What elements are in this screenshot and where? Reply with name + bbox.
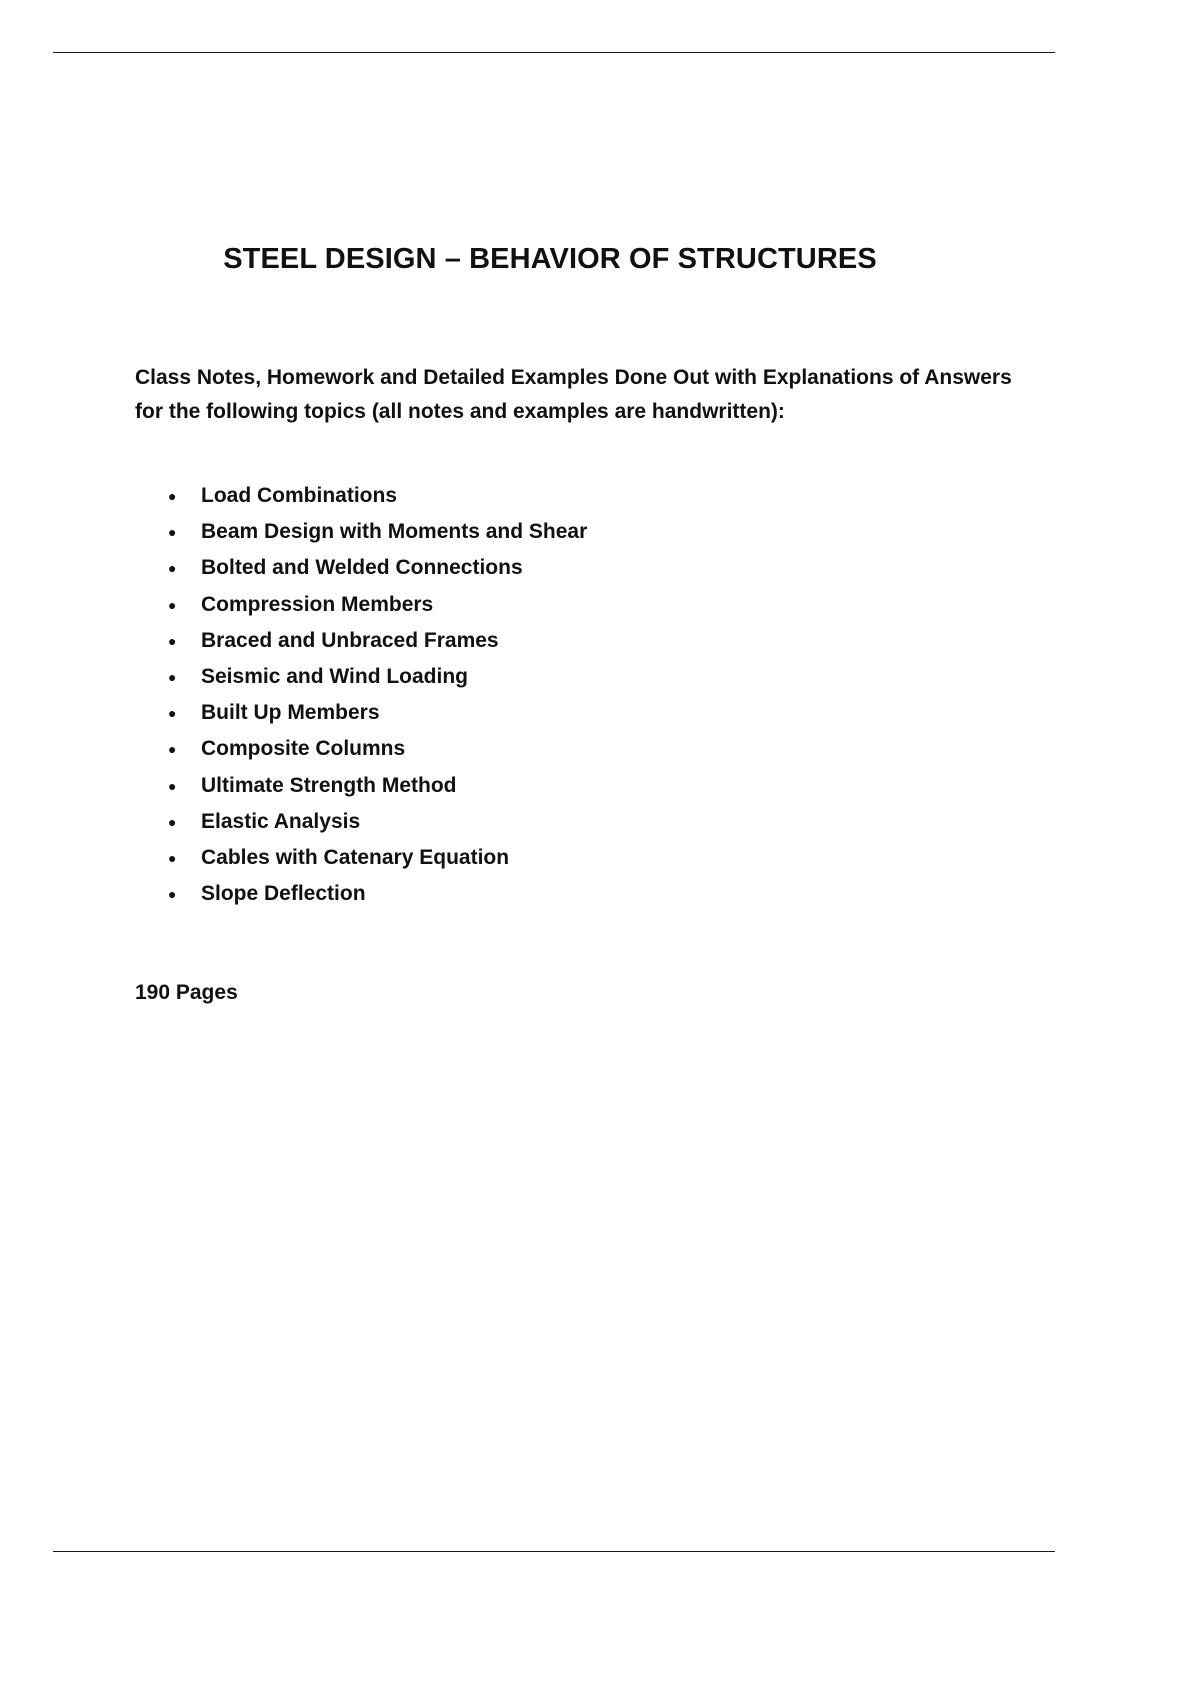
bullet-icon: ● [168,560,177,577]
list-item [165,876,587,912]
bullet-icon: ● [168,886,177,903]
bullet-icon: ● [168,632,177,649]
topic-label: Beam Design with Moments and Shear [201,520,588,544]
topic-label: Built Up Members [201,701,380,725]
top-divider [53,52,1055,53]
topic-label: Elastic Analysis [201,809,361,833]
bullet-icon: ● [168,705,177,722]
topic-label: Load Combinations [201,484,397,508]
topic-label: Slope Deflection [201,882,366,906]
bottom-divider [53,1551,1055,1552]
list-item [165,659,587,695]
document-title: STEEL DESIGN – BEHAVIOR OF STRUCTURES [223,243,877,275]
list-item [165,840,587,876]
list-item [165,804,587,840]
bullet-icon: ● [168,849,177,866]
list-item [165,623,587,659]
bullet-icon: ● [168,524,177,541]
list-item [165,550,587,586]
topic-label: Braced and Unbraced Frames [201,628,499,652]
topic-label: Seismic and Wind Loading [201,665,469,689]
list-item [165,768,587,804]
topic-label: Ultimate Strength Method [201,773,457,797]
topic-label: Bolted and Welded Connections [201,556,523,580]
list-item [165,514,587,550]
bullet-icon: ● [168,596,177,613]
intro-paragraph: Class Notes, Homework and Detailed Examples Done Out with Explanations of Answers for the following topics (all notes and examples are handwritten): [135,366,1012,423]
list-item [165,478,587,514]
list-item [165,731,587,767]
topic-label: Compression Members [201,592,434,616]
bullet-icon: ● [168,813,177,830]
list-item [165,587,587,623]
topic-label: Cables with Catenary Equation [201,845,510,869]
page-count: 190 Pages [135,981,238,1004]
bullet-icon: ● [168,777,177,794]
bullet-icon: ● [168,741,177,758]
topic-label: Composite Columns [201,737,406,761]
bullet-icon: ● [168,488,177,505]
topic-list [165,478,587,912]
bullet-icon: ● [168,669,177,686]
list-item [165,695,587,731]
